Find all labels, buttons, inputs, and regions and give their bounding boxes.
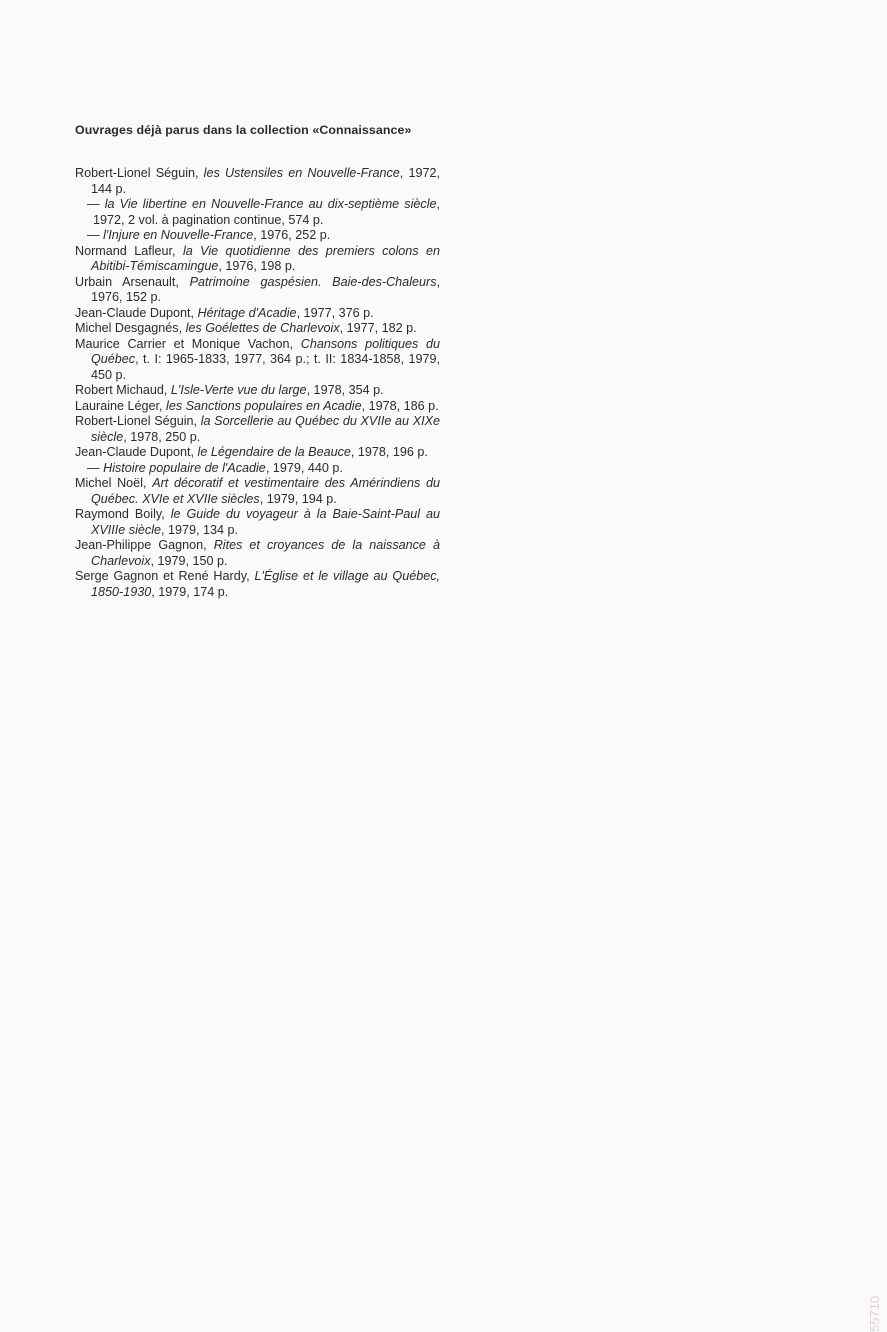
list-item: Lauraine Léger, les Sanctions populaires en Acadie, 1978, 186 p. xyxy=(75,398,439,413)
list-item: Urbain Arsenault, Patrimoine gaspésien. Baie-des-Chaleurs, 1976, 152 p. xyxy=(75,274,440,304)
list-item: Jean-Claude Dupont, Héritage d'Acadie, 1977, 376 p. xyxy=(75,305,374,320)
list-item: Maurice Carrier et Monique Vachon, Chansons politiques du Québec, t. I: 1965-1833, 1977, 364 p.; t. II: 1834-1858, 1979, 450 p. xyxy=(75,336,440,382)
stamp-number: 55710 xyxy=(867,1295,882,1332)
list-item: Raymond Boily, le Guide du voyageur à la Baie-Saint-Paul au XVIIIe siècle, 1979, 134 p. xyxy=(75,507,440,537)
list-item: Jean-Philippe Gagnon, Rites et croyances de la naissance à Charlevoix, 1979, 150 p. xyxy=(75,538,440,568)
list-item: Serge Gagnon et René Hardy, L'Église et le village au Québec, 1850-1930, 1979, 174 p. xyxy=(75,569,441,599)
library-stamp xyxy=(425,660,882,1332)
list-item: Robert-Lionel Séguin, la Sorcellerie au Québec du XVIIe au XIXe siècle, 1978, 250 p. xyxy=(75,414,440,444)
list-item: Normand Lafleur, la Vie quotidienne des premiers colons en Abitibi-Témiscamingue, 1976, 198 p. xyxy=(75,243,440,273)
list-item: — Histoire populaire de l'Acadie, 1979, 440 p. xyxy=(87,460,343,475)
collection-heading: Ouvrages déjà parus dans la collection «Connaissance» xyxy=(75,123,412,137)
list-item: — l'Injure en Nouvelle-France, 1976, 252 p. xyxy=(87,228,331,242)
list-item: Michel Desgagnés, les Goélettes de Charlevoix, 1977, 182 p. xyxy=(75,321,417,335)
list-item: Jean-Claude Dupont, le Légendaire de la Beauce, 1978, 196 p. xyxy=(75,445,428,459)
list-item: Robert-Lionel Séguin, les Ustensiles en Nouvelle-France, 1972, 144 p. xyxy=(75,166,440,196)
publication-list xyxy=(75,166,440,600)
list-item: — la Vie libertine en Nouvelle-France au dix-septième siècle, 1972, 2 vol. à pagination continue, 574 p. xyxy=(87,197,441,227)
list-item: Robert Michaud, L'Isle-Verte vue du large, 1978, 354 p. xyxy=(75,383,384,397)
list-item: Michel Noël, Art décoratif et vestimentaire des Amérindiens du Québec. XVIe et XVIIe siècles, 1979, 194 p. xyxy=(75,476,440,506)
